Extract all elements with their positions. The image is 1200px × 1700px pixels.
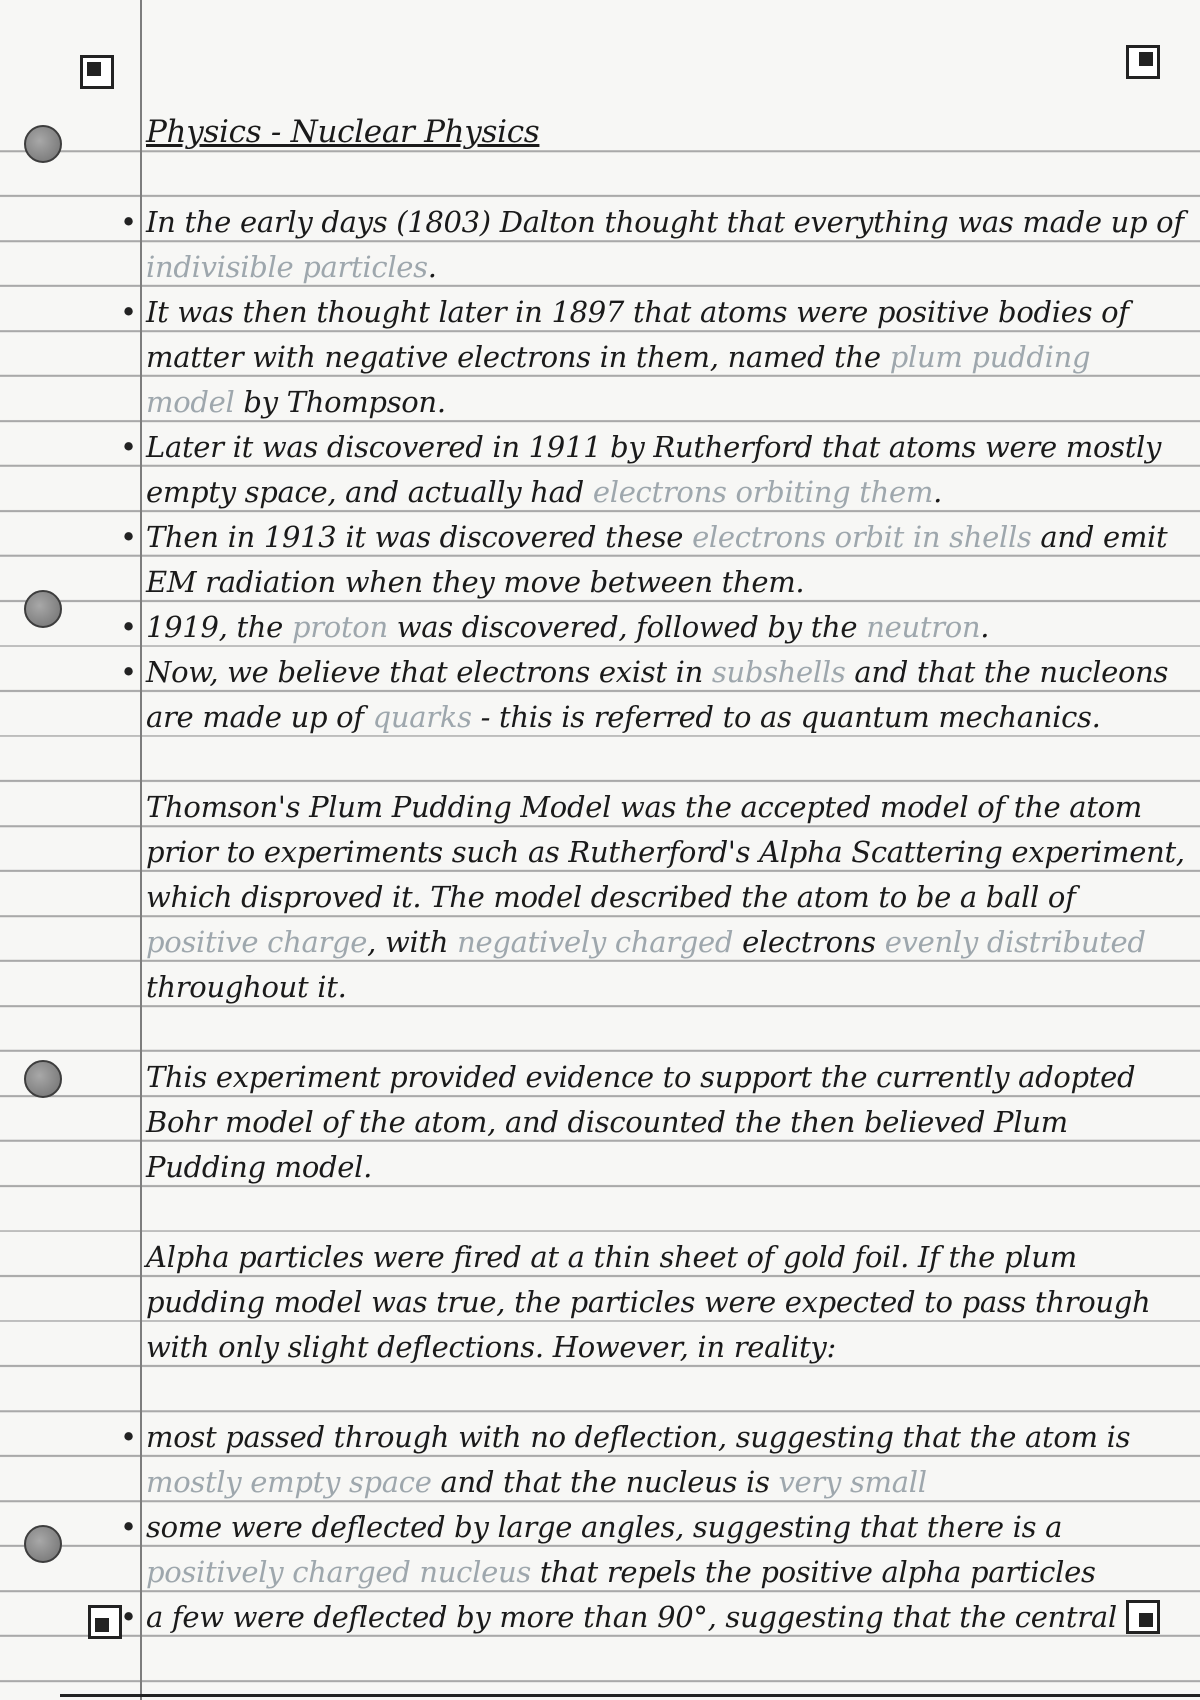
list-item: • Later it was discovered in 1911 by Rutherford that atoms were mostly empty space, and actually had electrons orbiting them. bbox=[146, 425, 1186, 515]
results-bullet-list bbox=[146, 1415, 1186, 1640]
blank-line bbox=[146, 1370, 1186, 1415]
evidence-paragraph: This experiment provided evidence to support the currently adopted Bohr model of the atom, and discounted the then believed Plum Pudding model. bbox=[146, 1060, 1136, 1184]
list-item: • Then in 1913 it was discovered these electrons orbit in shells and emit EM radiation when they move between them. bbox=[146, 515, 1186, 605]
punch-hole-icon bbox=[24, 1525, 62, 1563]
list-item: • 1919, the proton was discovered, followed by the neutron. bbox=[146, 605, 1186, 650]
list-item: • some were deflected by large angles, suggesting that there is a positively charged nucleus that repels the positive alpha particles bbox=[146, 1505, 1186, 1595]
punch-hole-icon bbox=[24, 125, 62, 163]
history-bullet-list bbox=[146, 200, 1186, 740]
plum-pudding-paragraph: Thomson's Plum Pudding Model was the accepted model of the atom prior to experiments such as Rutherford's Alpha Scattering experiment, which disproved it. The model described the atom to be a ball of positive charge, with negatively charged electrons evenly distributed throughout it. bbox=[146, 790, 1185, 1004]
page-title: Physics - Nuclear Physics bbox=[146, 114, 540, 150]
handwritten-notes bbox=[146, 110, 1186, 1640]
page-bottom-edge bbox=[60, 1694, 1200, 1697]
corner-marker-icon bbox=[88, 1605, 122, 1639]
list-item: • most passed through with no deflection, suggesting that the atom is mostly empty space and that the nucleus is very small bbox=[146, 1415, 1186, 1505]
list-item: • Now, we believe that electrons exist in subshells and that the nucleons are made up of quarks - this is referred to as quantum mechanics. bbox=[146, 650, 1186, 740]
list-item: • It was then thought later in 1897 that atoms were positive bodies of matter with negative electrons in them, named the plum pudding model by Thompson. bbox=[146, 290, 1186, 425]
punch-hole-icon bbox=[24, 590, 62, 628]
corner-marker-icon bbox=[80, 55, 114, 89]
list-item: • In the early days (1803) Dalton thought that everything was made up of indivisible particles. bbox=[146, 200, 1186, 290]
corner-marker-icon bbox=[1126, 45, 1160, 79]
experiment-paragraph: Alpha particles were fired at a thin sheet of gold foil. If the plum pudding model was true, the particles were expected to pass through with only slight deflections. However, in reality: bbox=[146, 1240, 1151, 1364]
punch-hole-icon bbox=[24, 1060, 62, 1098]
list-item: • a few were deflected by more than 90°, suggesting that the central bbox=[146, 1595, 1186, 1640]
margin-line bbox=[140, 0, 142, 1700]
